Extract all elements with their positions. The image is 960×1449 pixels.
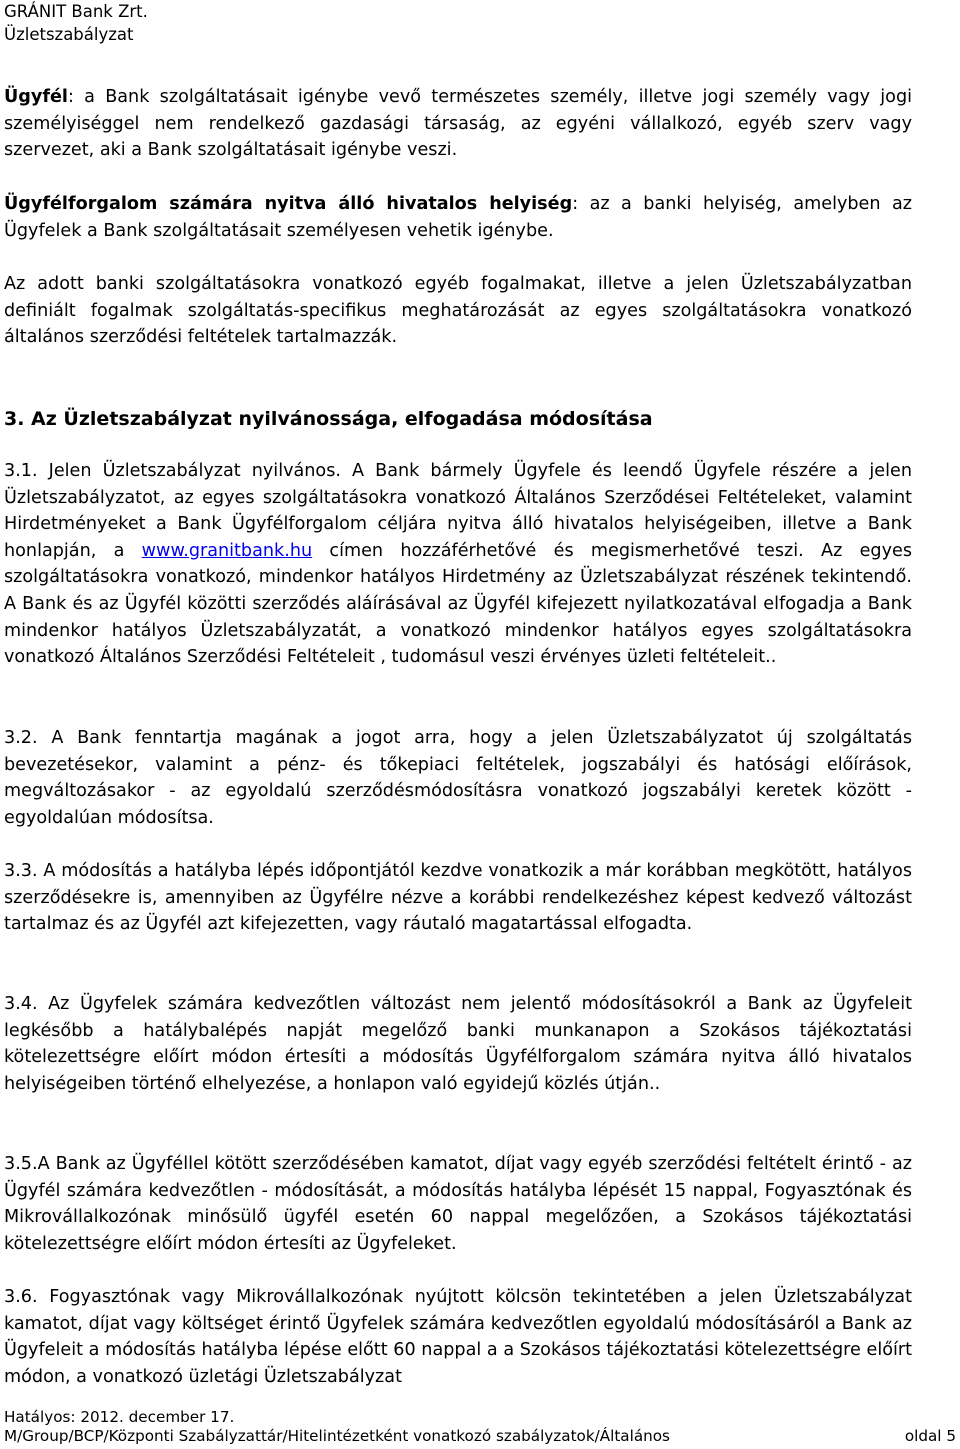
- definition-ugyfel: [4, 84, 912, 164]
- header-doc-title: Üzletszabályzat: [4, 25, 134, 44]
- footer-page-number: oldal 5: [904, 1427, 956, 1445]
- definition-helyiseg: [4, 191, 912, 244]
- footer-effective-date: Hatályos: 2012. december 17.: [4, 1408, 235, 1426]
- footer-path: M/Group/BCP/Központi Szabályzattár/Hitelintézetként vonatkozó szabályzatok/Általános: [4, 1427, 670, 1445]
- paragraph-other-concepts: Az adott banki szolgáltatásokra vonatkozó egyéb fogalmakat, illetve a jelen Üzletszabályzatban definiált fogalmak szolgáltatás-specifikus meghatározását az egyes szolgáltatásokra vonatkozó általános szerződési feltételek tartalmazzák.: [4, 274, 912, 348]
- term-helyiseg: Ügyfélforgalom számára nyitva álló hivatalos helyiség: [4, 194, 573, 214]
- section-3-title: 3. Az Üzletszabályzat nyilvánossága, elfogadása módosítása: [4, 408, 653, 430]
- term-ugyfel: Ügyfél: [4, 87, 68, 107]
- paragraph-3-6: 3.6. Fogyasztónak vagy Mikrovállalkozónak nyújtott kölcsön tekintetében a jelen Üzletszabályzat kamatot, díjat vagy költséget érintő Ügyfelek számára kedvezőtlen egyoldalú módosításáról a Bank az Ügyfeleit a módosítás hatályba lépése előtt 60 nappal a a Szokásos tájékoztatási kötelezettségre előírt módon, a vonatkozó üzletági Üzletszabályzat: [4, 1287, 912, 1387]
- paragraph-3-5: 3.5.A Bank az Ügyféllel kötött szerződésében kamatot, díjat vagy egyéb szerződési feltételt érintő - az Ügyfél számára kedvezőtlen - módosítását, a módosítás hatályba lépését 15 nappal, Fogyasztónak és Mikrovállalkozónak minősülő ügyfél esetén 60 nappal megelőzően, a Szokásos tájékoztatási kötelezettségre előírt módon értesíti az Ügyfeleket.: [4, 1154, 912, 1254]
- paragraph-3-1-part2: címen hozzáférhetővé és megismerhetővé teszi. Az egyes szolgáltatásokra vonatkozó, mindenkor hatályos Hirdetmény az Üzletszabályzat részének tekintendő. A Bank és az Ügyfél közötti szerződés aláírásával az Ügyfél kifejezett nyilatkozatával elfogadja a Bank mindenkor hatályos Üzletszabályzatát, a vonatkozó mindenkor hatályos egyes szolgáltatásokra vonatkozó Általános Szerződési Feltételeit , tudomásul veszi érvényes üzleti feltételeit..: [4, 540, 912, 668]
- paragraph-3-1: [4, 458, 912, 671]
- bank-website-link[interactable]: www.granitbank.hu: [141, 540, 313, 561]
- paragraph-3-1-part1: 3.1. Jelen Üzletszabályzat nyilvános. A Bank bármely Ügyfele és leendő Ügyfele részére a jelen Üzletszabályzatot, az egyes szolgáltatásokra vonatkozó Általános Szerződései Feltételeket, valamint Hirdetményeket a Bank Ügyfélforgalom céljára nyitva álló hivatalos helyiségeiben, illetve a Bank honlapján, a: [4, 461, 912, 561]
- header-company: GRÁNIT Bank Zrt.: [4, 2, 148, 21]
- paragraph-3-4: 3.4. Az Ügyfelek számára kedvezőtlen változást nem jelentő módosításokról a Bank az Ügyfeleit legkésőbb a hatálybalépés napját megelőző banki munkanapon a Szokásos tájékoztatási kötelezettségre előírt módon értesíti a módosítás Ügyfélforgalom számára nyitva álló hivatalos helyiségeiben történő elhelyezése, a honlapon való egyidejű közlés útján..: [4, 994, 912, 1094]
- paragraph-3-3: 3.3. A módosítás a hatályba lépés időpontjától kezdve vonatkozik a már korábban megkötött, hatályos szerződésekre is, amennyiben az Ügyfélre nézve a korábbi rendelkezéshez képest kedvező változást tartalmaz és az Ügyfél azt kifejezetten, vagy ráutaló magatartással elfogadta.: [4, 861, 912, 935]
- definition-helyiseg-text: : az a banki helyiség, amelyben az Ügyfelek a Bank szolgáltatásait személyesen vehetik igénybe.: [4, 194, 912, 241]
- definition-ugyfel-text: : a Bank szolgáltatásait igénybe vevő természetes személy, illetve jogi személy vagy jogi személyiséggel nem rendelkező gazdasági társaság, az egyéni vállalkozó, egyéb szerv vagy szervezet, aki a Bank szolgáltatásait igénybe veszi.: [4, 87, 912, 161]
- paragraph-3-2: 3.2. A Bank fenntartja magának a jogot arra, hogy a jelen Üzletszabályzatot új szolgáltatás bevezetésekor, valamint a pénz- és tőkepiaci feltételek, jogszabályi és hatósági előírások, megváltozásakor - az egyoldalú szerződésmódosításra vonatkozó jogszabályi keretek között - egyoldalúan módosítsa.: [4, 728, 912, 828]
